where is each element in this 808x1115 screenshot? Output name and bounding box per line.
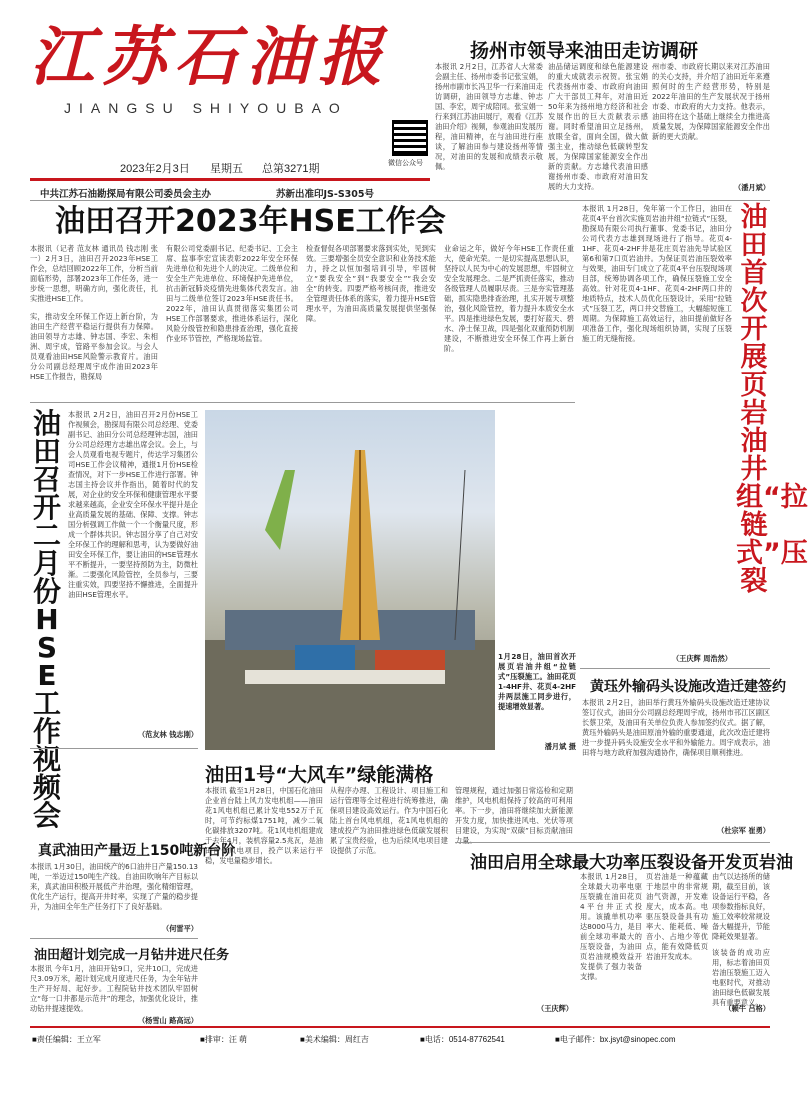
fan-byline: （王庆辉）	[537, 1004, 573, 1013]
footer-phone: ■电话：0514-87762541	[420, 1035, 505, 1044]
footer-art: ■美术编辑：周红吉	[300, 1035, 369, 1044]
zhen-byline: （何雷平）	[162, 924, 198, 933]
meeting-byline: （范友林 钱志刚）	[137, 730, 198, 739]
issue-number: 总第3271期	[262, 163, 320, 175]
equipment-col2: 页岩油是一种蕴藏于地层中的非常规油气资源，开发难度大，成本高。电驱压裂设备具有功率大、能耗低、噪音小、占地少等优点，能有效降低页岩油开发成本。	[646, 872, 708, 961]
footer-email: ■电子邮件：bx.jsyt@sinopec.com	[555, 1035, 676, 1044]
meeting-headline: 油田召开二月份HSE工作视频会	[32, 407, 61, 832]
fan-col3: 管理规程，通过加强日常巡检和定期维护，风电机组保持了较高的可利用率。下一步，油田将继续加大新能源开发力度，加快推进风电、光伏等项目建设，为实现“双碳”目标贡献油田力量。	[455, 786, 573, 845]
rig-byline: （杨雪山 路高远）	[137, 1016, 198, 1025]
hse-col2: 有限公司党委副书记、纪委书记、工会主席、监事李宏宣读表彰2022年安全环保先进单位和先进个人的决定。二级单位和安全生产先进单位、环境保护先进单位，抗击新冠肺炎疫情先进集体代表发言。油田与二级单位签订2023年HSE责任书。2022年，油田认真贯彻落实集团公司HSE工作部署要求，推进体系运行，深化风险分级管控和隐患排查治理，强化直接作业环节管控，严格现场监管。	[166, 244, 298, 343]
pipeline-text: 本报讯 2月2日，油田举行黄珏外输码头设施改造迁建协议签订仪式，油田分公司副总经理周宇成，扬州市邗江区副区长蔡卫荣，及油田有关单位负责人参加签约仪式。据了解，黄珏外输码头是油田原油外输的重要通道，此次改造迁建将进一步提升码头设施安全水平和外输能力。周宇成表示，油田将与地方政府加强沟通协作，确保项目顺利推进。	[582, 698, 770, 757]
hse-col1: 实，推动安全环保工作迈上新台阶，为油田生产经营平稳运行提供有力保障。油田领导方志雄、钟志国、李宏、朱相洲、周宇成，管路平参加会议。与会人员观看油田HSE风险警示教育片。油田分公司副总经理周宇成作油田2023年HSE工作报告，勘探局	[30, 312, 158, 381]
fan-headline: 油田1号“大风车”绿能满格	[205, 764, 434, 786]
pipeline-headline: 黄珏外输码头设施改造迁建签约	[590, 679, 786, 695]
divider	[580, 668, 770, 669]
hse-headline: 油田召开2023年HSE工作会	[55, 204, 446, 239]
footer-editor: ■责任编辑：王立军	[32, 1035, 101, 1044]
hse-col3: 检查督促各项部署要求落到实处，见到实效。三要增强全员安全意识和业务技术能力，持之以恒加强培训引导，牢固树立“要我安全”到“我要安全”“我会安全”的转变。四要严格考核问责，推进安全管理责任体系的落实，着力提升HSE管理水平，为油田高质量发展提供坚强保障。	[306, 244, 436, 323]
sponsor: 中共江苏石油勘探局有限公司委员会主办	[40, 189, 212, 200]
equipment-headline: 油田启用全球最大功率压裂设备开发页岩油	[470, 853, 793, 873]
zipper-headline: 油田首次开展页岩油井组“拉链式”压裂	[736, 202, 808, 597]
top-story-headline: 扬州市领导来油田走访调研	[470, 40, 699, 62]
divider	[30, 748, 198, 749]
rig-text: 本报讯 今年1月，油田开钻9口，完井10口，完成进尺3.09万米，超计划完成月度进尺任务，为全年钻井生产开好局、起好步。工程院钻井技术团队牢固树立“每一口井都是示范井”的理念，加强优化设计，推动钻井提速提效。	[30, 964, 198, 1013]
zhen-text: 本报讯 1月30日，油田统产的6口油井日产量150.13吨，一举迈过150吨生产线。自油田吹响年产目标以来，真武油田积极开展低产井治理，强化精细管理，优化生产运行，提高开井时率，实现了产量的稳步提升，为油田全年生产任务打下了良好基础。	[30, 862, 198, 911]
rig-headline: 油田超计划完成一月钻井进尺任务	[34, 948, 230, 963]
equipment-byline: （赖牛 吕格）	[724, 1004, 770, 1013]
zipper-byline: （王庆辉 周浩然）	[671, 654, 732, 663]
masthead-pinyin: JIANGSU SHIYOUBAO	[64, 100, 348, 116]
photo-byline: 潘月斌 摄	[544, 742, 576, 751]
issue-date: 2023年2月3日	[120, 163, 190, 175]
footer-layout: ■排审：汪 萌	[200, 1035, 248, 1044]
divider	[30, 200, 770, 201]
hse-lead: 本报讯（记者 范友林 通讯员 钱志刚 张一）2月3日，油田召开2023年HSE工作会，总结回顾2022年工作，分析当前面临形势，部署2023年工作任务，进一步统一思想，明确方向，强化责任，扎实推进HSE工作。	[30, 244, 158, 303]
zhen-headline: 真武油田产量迈上150吨新台阶	[38, 843, 236, 859]
masthead-logo: 江苏石油报	[30, 20, 390, 95]
hse-col4: 业命运之年，做好今年HSE工作责任重大，使命光荣。一是切实提高思想认识，坚持以人民为中心的发展思想，牢固树立安全发展理念。二是严抓责任落实，推动各级管理人员履职尽责。三是夯实管理基础，抓实隐患排查治理，扎实开展专项整治，强化风险管控，着力提升本质安全水平。四是推进绿色发展，要打好蓝天、碧水、净土保卫战，四是强化双重预防机制建设，不断推进安全环保工作再上新台阶。	[444, 244, 574, 353]
top-story-col2: 油品储运调度和绿色能源建设的重大成就表示祝贺。张宝娟代表扬州市委、市政府向油田广大干部员工拜年，对油田近50年来为扬州地方经济和社会发展作出的巨大贡献表示感谢。同时希望油田立足扬州，放眼全省，面向全国，做大做强主业，推动绿色低碳转型发展，为保障国家能源安全作出新的贡献。方志雄代表油田感谢扬州市委、市政府对油田发展的大力支持。	[548, 62, 648, 191]
divider	[30, 938, 198, 939]
footer-rule	[30, 1026, 770, 1028]
masthead-rule	[30, 178, 430, 181]
top-story-col3: 州市委、市政府长期以来对江苏油田的关心支持，并介绍了油田近年来遵照何时的生产经营形势，特别是2022年油田的生产发展状况于扬州市委、市政府的大力支持。他表示，油田将在这个基础上继续全力推进高质量发展，为保障国家能源安全作出新的更大贡献。	[652, 62, 770, 141]
qr-label: 微信公众号	[388, 160, 423, 167]
issue-weekday: 星期五	[210, 163, 243, 175]
zipper-text: 本报讯 1月28日，兔年第一个工作日，油田在花页4平台首次实施页岩油井组“拉链式”压裂，勘探局有限公司执行董事、党委书记，油田分公司代表方志雄到现场进行了指导。花页4-1HF、花页4-2HF井是花庄页岩油先导试验区第6和第7口页岩油井。为保证页岩油压裂效率与效果，油田专门成立了花页4平台压裂现场项目部，统筹协调各项工作，确保压裂施工安全高效。针对花页4-1HF、花页4-2HF两口井的地质特点，技术人员优化压裂设计，采用“拉链式”压裂工艺，两口井交替施工，大幅缩短施工周期。为保障施工高效运行，油田提前做好各项准备工作，强化现场组织协调，实现了压裂施工的无缝衔接。	[582, 204, 732, 343]
equipment-col4: 该装备的成功应用，标志着油田页岩油压裂施工迈入电驱时代，对推动油田绿色低碳发展具有重要意义。	[712, 948, 770, 1007]
divider	[455, 842, 770, 843]
meeting-text: 本报讯 2月2日，油田召开2月份HSE工作视频会，勘探局有限公司总经理、党委副书记、油田分公司总经理钟志国，油田分公司总经理方志雄出席会议。会上，与会人员观看电视专题片，传达学习集团公司HSE工作会议精神，通报1月份HSE检查情况，对下一步HSE工作进行部署。钟志国主持会议并作指出，随着时代的发展，对企业的安全环保和健康管理水平要求越来越高，企业安全环保水平提升是企业高质量发展的基础、保障、支撑。钟志国分析强调工作做一个一个衡量尺度，形成一个群体共识。钟志国分享了自己对安全环保工作的理解和思考，认为要做好油田安全环保工作，要让油田的HSE管理水平不断提升，一要坚持预防为主，防微杜渐。二要强化风险管控，全员参与，三要注重实效，四要坚持不懈推进，全面提升油田HSE管理水平。	[68, 410, 198, 599]
divider	[30, 402, 575, 403]
fan-col1: 本报讯 截至1月28日，中国石化油田企业首台陆上风力发电机组——油田花1风电机组已累计发电552万千瓦时，可节约标煤1751吨，减少二氧化碳排放3207吨。花1风电机组建成于去年4月，装机容量2.5兆瓦，是油田首个风电项目，投产以来运行平稳，发电量稳步增长。	[205, 786, 323, 865]
equipment-col3: 由气以达扬所的储期，截至目前，该设备运行平稳，各项参数指标良好，施工效率较常规设备大幅提升，节能降耗效果显著。	[712, 872, 770, 941]
qr-code-icon	[392, 120, 428, 156]
top-story-byline: （潘月斌）	[734, 183, 770, 192]
photo-caption: 1月28日，油田首次开展页岩油井组“拉链式”压裂施工。油田花页1-4HF井、花页4-2HF井两层施工同步进行，提速增效显著。	[498, 652, 576, 711]
pipeline-byline: （杜宗军 崔勇）	[717, 826, 770, 835]
equipment-col1: 本报讯 1月28日，全球最大功率电驱压裂撬在油田花页4平台井正式投用。该撬单机功率达8000马力，是目前全球功率最大的压裂设备，为油田页岩油规模效益开发提供了强力装备支撑。	[580, 872, 642, 981]
photo-illustration	[205, 410, 495, 750]
fan-col2: 从程序办理、工程设计、项目施工和运行管理等全过程进行统筹推进，确保项目建设高效运行。作为中国石化陆上首台风电机组，花1风电机组的建成投产为油田推进绿色低碳发展积累了宝贵经验，也为后续风电项目建设提供了示范。	[330, 786, 448, 855]
oil-rig-photo	[205, 410, 495, 750]
publication-license: 苏新出准印JS-S305号	[276, 189, 374, 200]
top-story-col1: 本报讯 2月2日，江苏省人大常委会副主任、扬州市委书记张宝娟，扬州市副市长冯卫华一行来油田走访调研，油田领导方志雄、钟志国、李宏，周宇成陪同。张宝娟一行来到江苏油田展厅，观看《江苏油田介绍》视频，参观油田发展历程，油田精神，在与油田进行座谈，了解油田参与建设扬州等情况，对油田的发展和成绩表示敬佩。	[435, 62, 543, 171]
